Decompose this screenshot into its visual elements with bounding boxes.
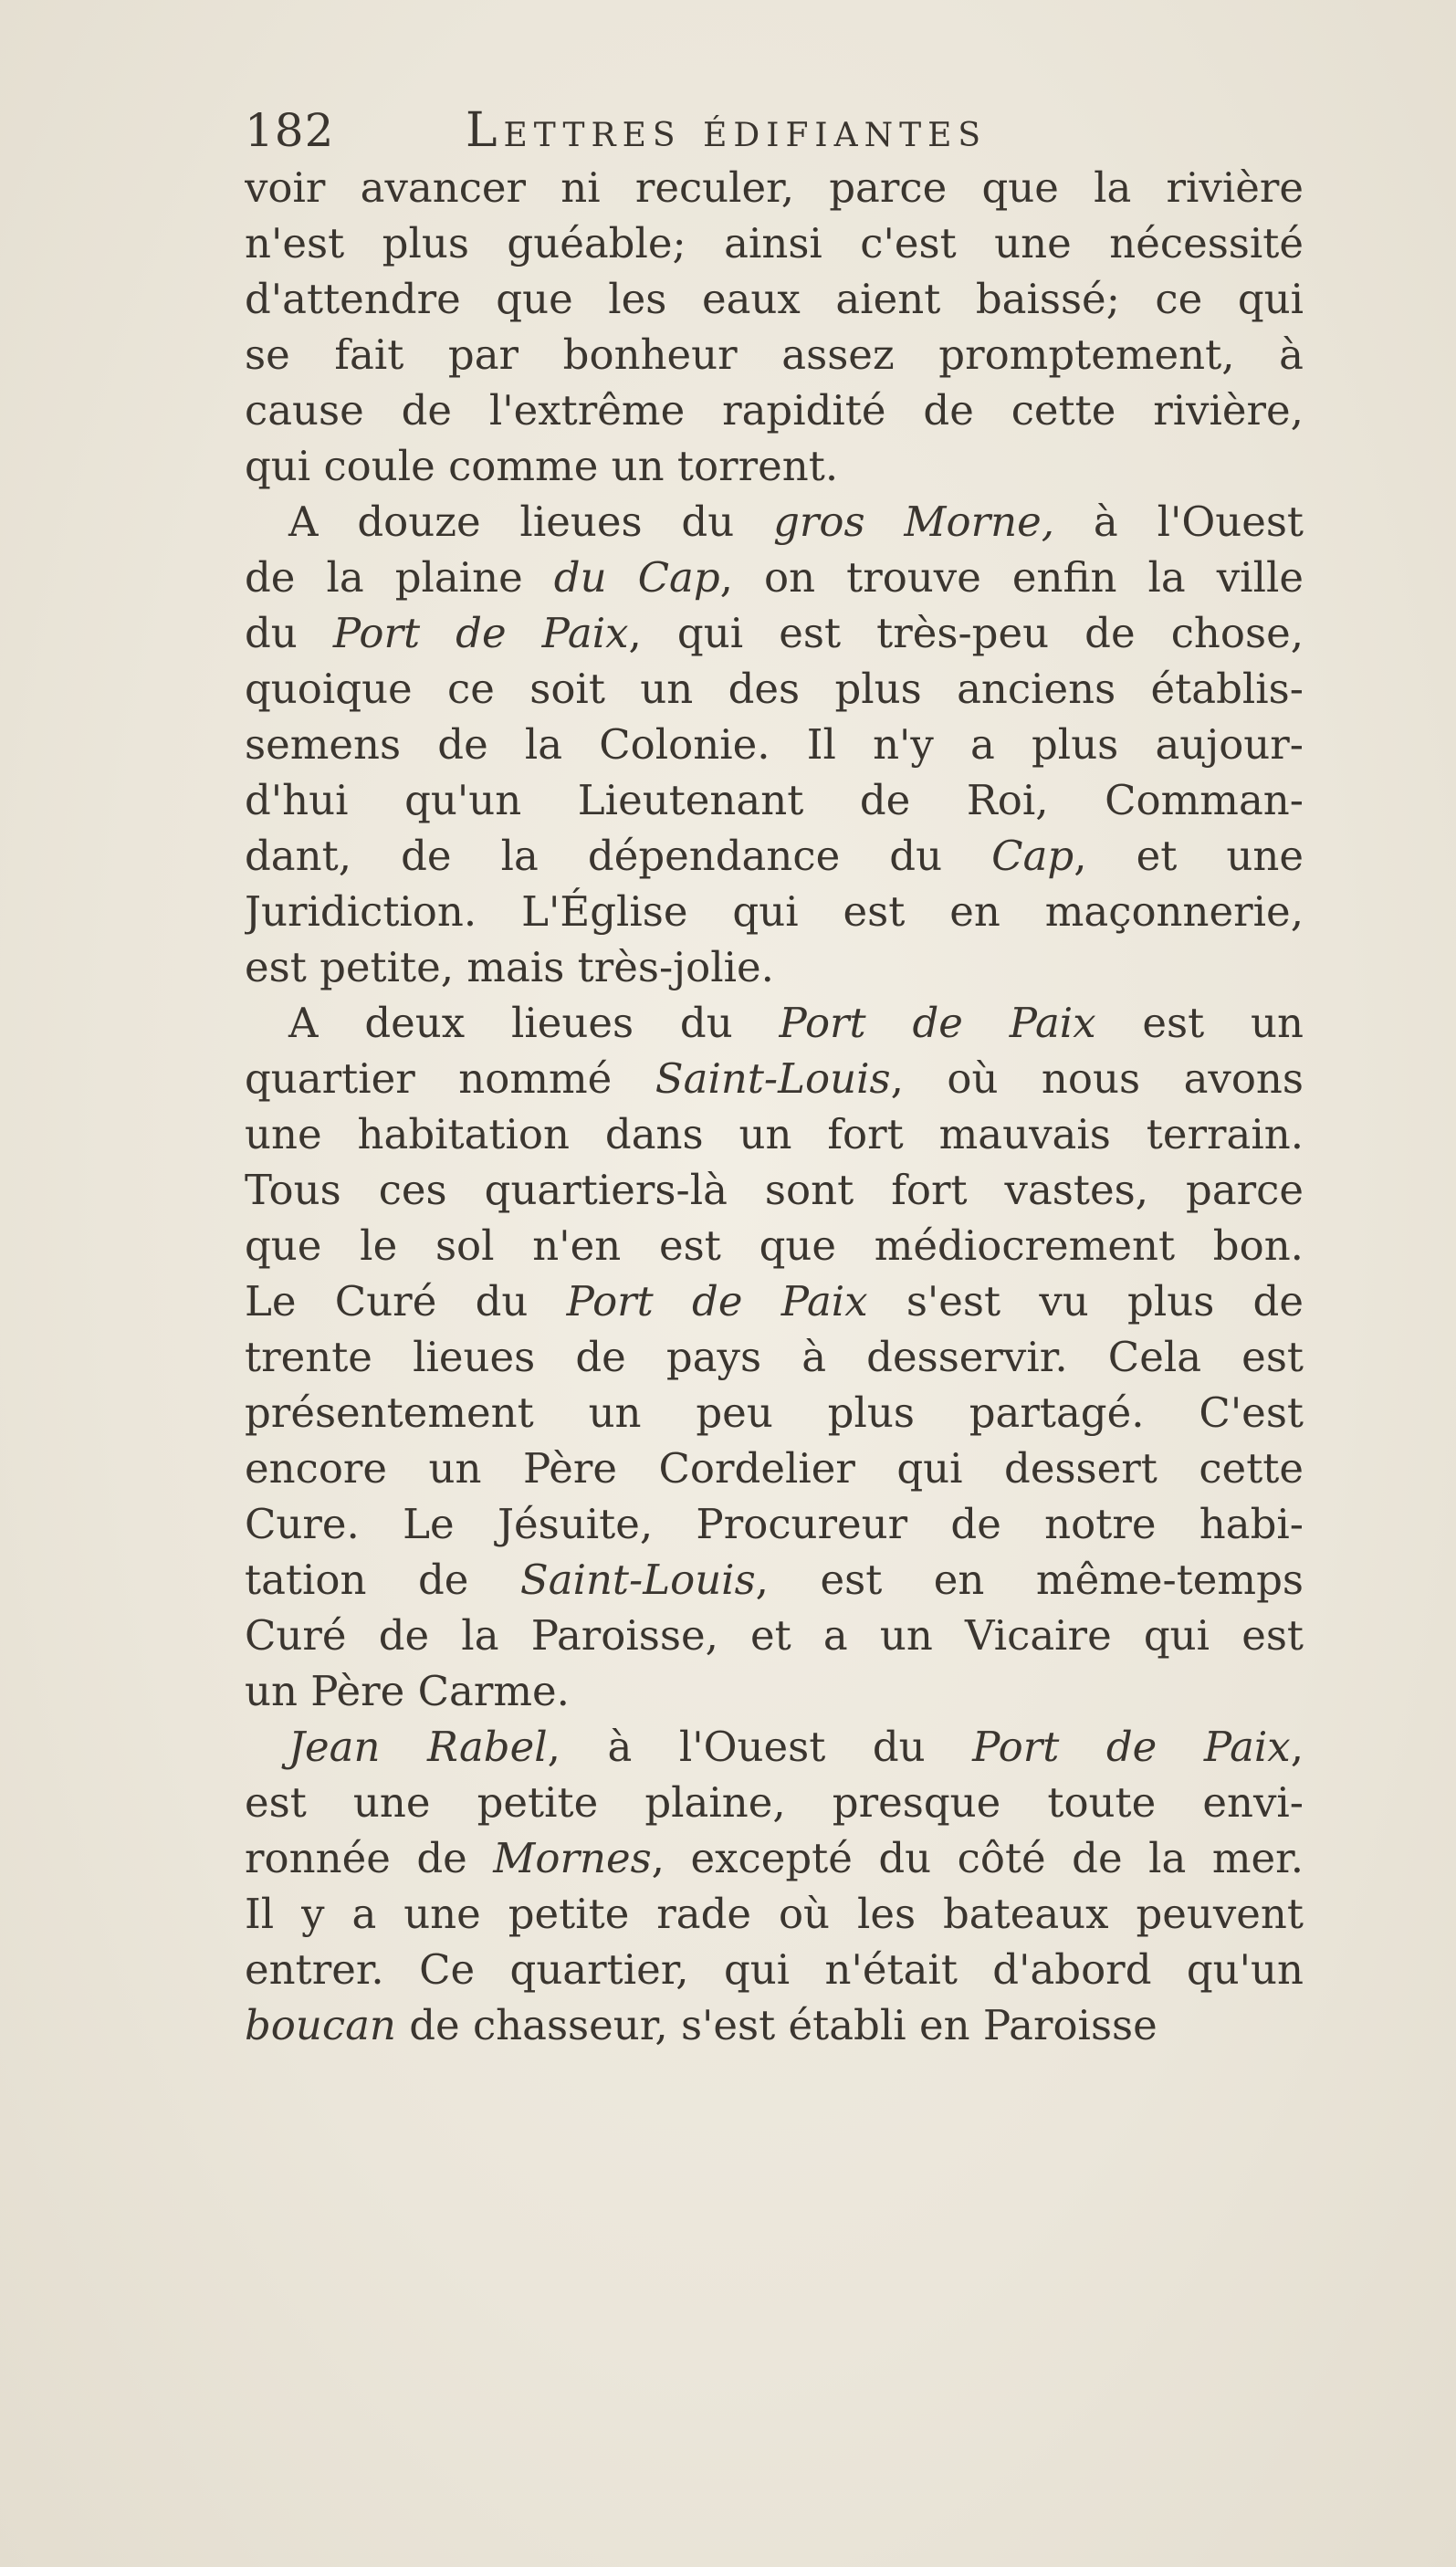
text-line (245, 1162, 1304, 1218)
page-number: 182 (245, 104, 335, 157)
text-segment: est un (1095, 999, 1304, 1047)
text-line (245, 215, 1304, 271)
text-line (245, 382, 1304, 438)
text-segment: Cure. Le Jésuite, Procureur de notre habi- (245, 1500, 1304, 1548)
text-segment: s'est vu plus de (867, 1277, 1304, 1325)
text-line (245, 1273, 1304, 1329)
italic-segment: Saint-Louis (519, 1556, 756, 1604)
text-segment: , (1290, 1723, 1304, 1771)
text-segment: tation de (245, 1556, 520, 1604)
text-line (245, 1051, 1304, 1106)
text-line (245, 1719, 1304, 1775)
text-line (245, 1385, 1304, 1441)
text-segment: n'est plus guéable; ainsi c'est une nécessité (245, 219, 1304, 267)
text-segment: , excepté du côté de la mer. (651, 1834, 1304, 1882)
text-segment: Juridiction. L'Église qui est en maçonnerie, (245, 887, 1304, 936)
text-segment: , et une (1074, 832, 1304, 880)
italic-segment: Port de Paix (779, 999, 1096, 1047)
text-segment: quartier nommé (245, 1054, 655, 1103)
text-segment: est une petite plaine, presque toute envi- (245, 1778, 1304, 1827)
text-segment: présentement un peu plus partagé. C'est (245, 1388, 1304, 1437)
text-segment: d'hui qu'un Lieutenant de Roi, Comman- (245, 776, 1304, 824)
text-line (245, 160, 1304, 215)
text-line (245, 1218, 1304, 1273)
text-line (245, 939, 1304, 995)
text-segment: encore un Père Cordelier qui dessert cette (245, 1444, 1304, 1493)
text-line (245, 1608, 1304, 1663)
text-segment: Curé de la Paroisse, et a un Vicaire qui est (245, 1611, 1304, 1660)
text-line (245, 717, 1304, 772)
text-segment: A douze lieues du (288, 498, 774, 546)
text-segment: du (245, 609, 333, 657)
text-line (245, 327, 1304, 382)
text-line (245, 1886, 1304, 1942)
italic-segment: Saint-Louis (655, 1054, 891, 1103)
text-segment: une habitation dans un fort mauvais terrain. (245, 1110, 1304, 1158)
text-segment: , est en même-temps (755, 1556, 1304, 1604)
text-line (245, 438, 1304, 494)
page-header (245, 99, 1304, 162)
text-line (245, 1663, 1304, 1719)
text-line (245, 1441, 1304, 1496)
text-segment: quoique ce soit un des plus anciens établis- (245, 665, 1304, 713)
text-line (245, 494, 1304, 550)
text-line (245, 1329, 1304, 1385)
text-line (245, 1775, 1304, 1830)
text-segment: , on trouve enfin la ville (719, 553, 1304, 602)
text-segment: , où nous avons (890, 1054, 1304, 1103)
text-line (245, 271, 1304, 327)
text-segment: est petite, mais très-jolie. (245, 943, 774, 991)
italic-segment: du Cap (553, 553, 720, 602)
text-line (245, 828, 1304, 884)
text-segment: de la plaine (245, 553, 554, 602)
italic-segment: Port de Paix (972, 1723, 1291, 1771)
italic-segment: Jean Rabel (288, 1723, 548, 1771)
italic-segment: Cap (991, 832, 1074, 880)
text-line (245, 1997, 1304, 2053)
text-segment: Le Curé du (245, 1277, 567, 1325)
text-segment: trente lieues de pays à desservir. Cela est (245, 1333, 1304, 1381)
text-segment: entrer. Ce quartier, qui n'était d'abord qu'un (245, 1945, 1304, 1994)
text-segment: , qui est très-peu de chose, (628, 609, 1304, 657)
text-line (245, 605, 1304, 661)
text-segment: Tous ces quartiers-là sont fort vastes, parce (245, 1166, 1304, 1214)
text-segment: A deux lieues du (288, 999, 780, 1047)
text-line (245, 1830, 1304, 1886)
text-segment: ronnée de (245, 1834, 494, 1882)
text-line (245, 661, 1304, 717)
text-segment: qui coule comme un torrent. (245, 442, 839, 490)
text-segment: de chasseur, s'est établi en Paroisse (395, 2001, 1157, 2049)
text-segment: semens de la Colonie. Il n'y a plus aujour- (245, 720, 1304, 769)
text-line (245, 1942, 1304, 1997)
text-segment: voir avancer ni reculer, parce que la rivière (245, 163, 1304, 212)
running-title: Lettres édifiantes (466, 103, 988, 158)
italic-segment: Port de Paix (566, 1277, 868, 1325)
text-segment: un Père Carme. (245, 1667, 570, 1715)
italic-segment: boucan (245, 2001, 396, 2049)
text-segment: , à l'Ouest du (547, 1723, 973, 1771)
text-segment: que le sol n'en est que médiocrement bon. (245, 1221, 1304, 1270)
text-segment: Il y a une petite rade où les bateaux peuvent (245, 1890, 1304, 1938)
text-line (245, 884, 1304, 939)
text-segment: dant, de la dépendance du (245, 832, 992, 880)
text-line (245, 550, 1304, 605)
text-line (245, 1106, 1304, 1162)
text-segment: à l'Ouest (1054, 498, 1304, 546)
text-line (245, 772, 1304, 828)
text-line (245, 995, 1304, 1051)
text-segment: cause de l'extrême rapidité de cette rivière, (245, 386, 1304, 435)
text-segment: d'attendre que les eaux aient baissé; ce qui (245, 275, 1304, 323)
body-text (245, 160, 1304, 2053)
italic-segment: gros Morne, (773, 498, 1055, 546)
text-line (245, 1552, 1304, 1608)
italic-segment: Mornes (493, 1834, 652, 1882)
text-line (245, 1496, 1304, 1552)
text-segment: se fait par bonheur assez promptement, à (245, 330, 1304, 379)
italic-segment: Port de Paix (332, 609, 629, 657)
